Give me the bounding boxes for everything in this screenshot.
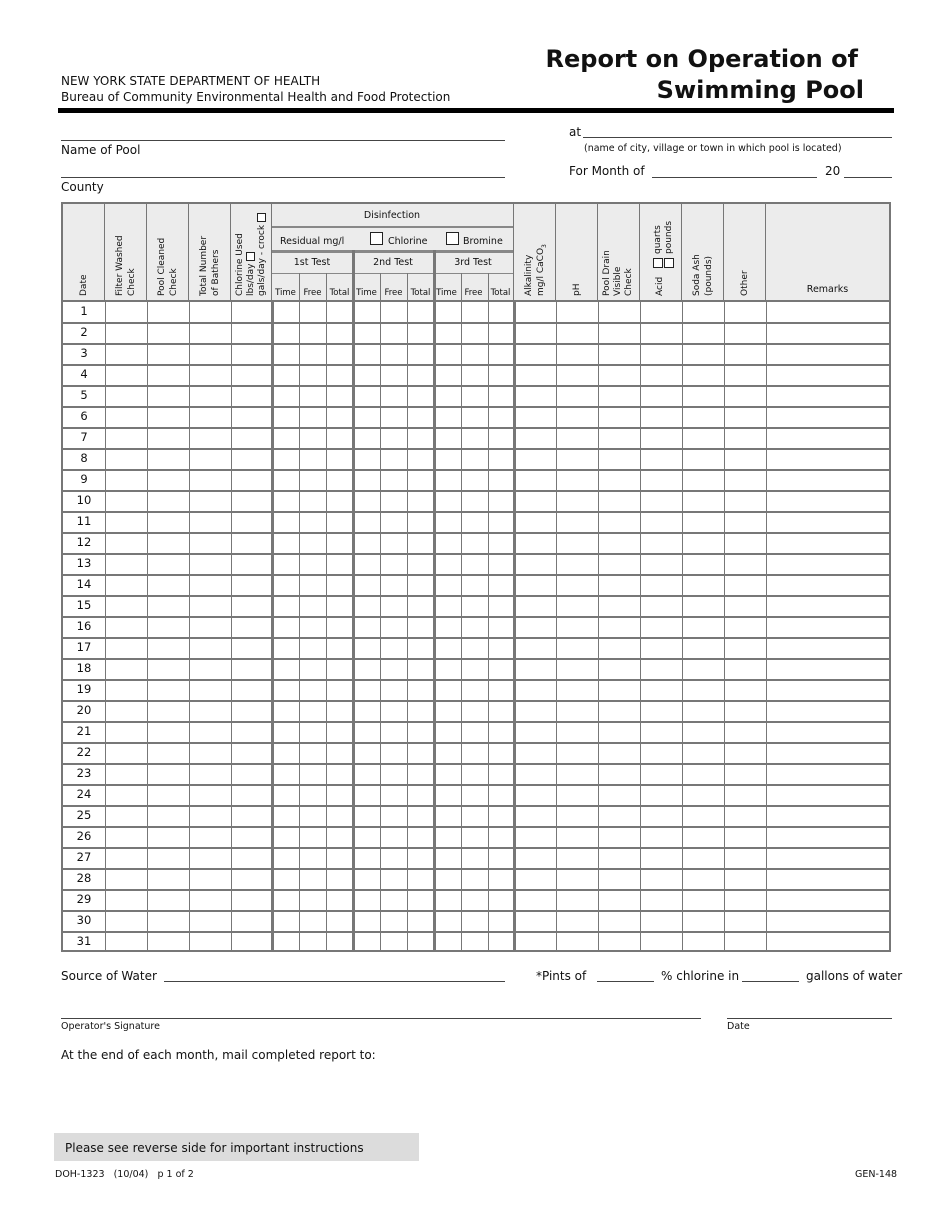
row-divider bbox=[63, 700, 889, 702]
day-number: 13 bbox=[76, 556, 92, 570]
header-soda-ash bbox=[682, 204, 724, 300]
row-divider bbox=[63, 868, 889, 870]
header-bathers bbox=[189, 204, 231, 300]
row-divider bbox=[63, 427, 889, 429]
header-drain-l3: Check bbox=[624, 268, 634, 296]
header-chlorine-l2 bbox=[246, 252, 256, 296]
location-hint: (name of city, village or town in which pool is located) bbox=[584, 143, 842, 154]
header-alkalinity-l2 bbox=[536, 244, 550, 296]
chlorine-label: Chlorine bbox=[388, 236, 428, 247]
date-field[interactable] bbox=[727, 1018, 892, 1019]
column-divider bbox=[189, 301, 190, 950]
day-number: 29 bbox=[76, 892, 92, 906]
row-divider bbox=[63, 364, 889, 366]
gen-id: GEN-148 bbox=[855, 1169, 898, 1180]
acid-quarts-checkbox[interactable] bbox=[653, 258, 663, 268]
row-divider bbox=[63, 532, 889, 534]
column-divider bbox=[231, 301, 232, 950]
day-number: 31 bbox=[76, 934, 92, 948]
row-divider bbox=[63, 553, 889, 555]
header-bathers-l1: Total Number bbox=[199, 235, 209, 296]
row-divider bbox=[63, 469, 889, 471]
day-number: 5 bbox=[80, 388, 88, 402]
t3-total: Total bbox=[490, 288, 511, 298]
header-drain-l2: Visible bbox=[613, 266, 623, 296]
row-divider bbox=[63, 931, 889, 933]
bromine-checkbox[interactable] bbox=[446, 232, 459, 245]
pints-label: *Pints of bbox=[536, 969, 587, 983]
column-divider bbox=[682, 301, 683, 950]
header-chlorine-l1: Chlorine Used bbox=[235, 233, 245, 296]
t2-time: Time bbox=[356, 288, 377, 298]
row-divider bbox=[63, 742, 889, 744]
header-drain bbox=[598, 204, 640, 300]
header-soda-l1: Soda Ash bbox=[692, 254, 702, 296]
row-divider bbox=[63, 322, 889, 324]
row-divider bbox=[63, 847, 889, 849]
pct-chlorine-label: % chlorine in bbox=[661, 969, 740, 983]
row-divider bbox=[63, 826, 889, 828]
column-divider bbox=[640, 301, 641, 950]
lbs-day-checkbox[interactable] bbox=[246, 252, 255, 261]
column-divider bbox=[352, 301, 355, 950]
header-drain-l1: Pool Drain bbox=[602, 250, 612, 296]
day-number: 7 bbox=[80, 430, 88, 444]
column-divider bbox=[299, 301, 300, 950]
row-divider bbox=[63, 721, 889, 723]
header-subcolumn-divider bbox=[352, 250, 355, 300]
source-water-label: Source of Water bbox=[61, 969, 157, 983]
header-pool-cleaned bbox=[147, 204, 189, 300]
location-field[interactable] bbox=[583, 137, 892, 138]
agency-header bbox=[61, 73, 450, 105]
header-subcolumn-divider bbox=[407, 273, 408, 300]
residual-divider bbox=[272, 250, 513, 253]
header-subcolumn-divider bbox=[461, 273, 462, 300]
row-divider bbox=[63, 679, 889, 681]
header-subcolumn-divider bbox=[380, 273, 381, 300]
row-divider bbox=[63, 595, 889, 597]
day-number: 23 bbox=[76, 766, 92, 780]
bromine-label: Bromine bbox=[463, 236, 503, 247]
column-divider bbox=[380, 301, 381, 950]
notice-text: Please see reverse side for important instructions bbox=[65, 1141, 364, 1155]
disinfection-label: Disinfection bbox=[363, 210, 421, 221]
month-label: For Month of bbox=[569, 164, 645, 178]
column-divider bbox=[433, 301, 436, 950]
day-number: 4 bbox=[80, 367, 88, 381]
alkalinity-unit: mg/l CaCO bbox=[536, 247, 546, 296]
t1-free: Free bbox=[303, 288, 322, 298]
header-remarks bbox=[766, 204, 889, 300]
header-disinfection bbox=[272, 204, 514, 300]
gals-day-checkbox[interactable] bbox=[257, 213, 266, 222]
column-divider bbox=[461, 301, 462, 950]
test-divider bbox=[272, 273, 513, 274]
row-divider bbox=[63, 763, 889, 765]
acid-pounds-checkbox[interactable] bbox=[664, 258, 674, 268]
test2-label: 2nd Test bbox=[373, 257, 413, 268]
title-line-2: Swimming Pool bbox=[656, 76, 864, 104]
row-divider bbox=[63, 574, 889, 576]
column-divider bbox=[326, 301, 327, 950]
day-number: 25 bbox=[76, 808, 92, 822]
row-divider bbox=[63, 784, 889, 786]
day-number: 8 bbox=[80, 451, 88, 465]
day-number: 17 bbox=[76, 640, 92, 654]
day-number: 11 bbox=[76, 514, 92, 528]
day-number: 10 bbox=[76, 493, 92, 507]
day-number: 1 bbox=[80, 304, 88, 318]
row-divider bbox=[63, 805, 889, 807]
row-divider bbox=[63, 511, 889, 513]
header-subcolumn-divider bbox=[299, 273, 300, 300]
day-number: 16 bbox=[76, 619, 92, 633]
signature-field[interactable] bbox=[61, 1018, 701, 1019]
header-ph bbox=[556, 204, 598, 300]
report-table bbox=[61, 202, 891, 952]
disinfection-divider bbox=[272, 226, 513, 228]
row-divider bbox=[63, 616, 889, 618]
t3-free: Free bbox=[464, 288, 483, 298]
day-number: 28 bbox=[76, 871, 92, 885]
chlorine-l3-text: gals/day - crock bbox=[257, 224, 267, 296]
column-divider bbox=[766, 301, 767, 950]
year-field[interactable] bbox=[844, 177, 892, 178]
form-id: DOH-1323 (10/04) p 1 of 2 bbox=[55, 1169, 194, 1180]
instructions-notice bbox=[54, 1133, 419, 1161]
t1-time: Time bbox=[275, 288, 296, 298]
column-divider bbox=[598, 301, 599, 950]
pool-name-label: Name of Pool bbox=[61, 143, 141, 157]
header-alkalinity-l1: Alkalinity bbox=[524, 254, 534, 296]
year-prefix: 20 bbox=[825, 164, 841, 178]
day-number: 30 bbox=[76, 913, 92, 927]
county-line[interactable] bbox=[61, 177, 505, 178]
t2-free: Free bbox=[384, 288, 403, 298]
pints-field[interactable] bbox=[597, 981, 654, 982]
row-divider bbox=[63, 910, 889, 912]
header-soda-l2: (pounds) bbox=[704, 255, 714, 296]
day-number: 9 bbox=[80, 472, 88, 486]
month-field[interactable] bbox=[652, 177, 817, 178]
header-chlorine-used bbox=[231, 204, 272, 300]
t3-time: Time bbox=[436, 288, 457, 298]
row-divider bbox=[63, 448, 889, 450]
header-bathers-l2: of Bathers bbox=[211, 249, 221, 296]
day-number: 19 bbox=[76, 682, 92, 696]
header-rule bbox=[58, 108, 894, 113]
column-divider bbox=[105, 301, 106, 950]
column-divider bbox=[147, 301, 148, 950]
acid-quarts-label: quarts bbox=[653, 225, 663, 254]
day-number: 12 bbox=[76, 535, 92, 549]
county-label: County bbox=[61, 180, 104, 194]
acid-pounds-label: pounds bbox=[664, 220, 674, 254]
header-subcolumn-divider bbox=[326, 273, 327, 300]
day-number: 27 bbox=[76, 850, 92, 864]
day-number: 18 bbox=[76, 661, 92, 675]
day-number: 26 bbox=[76, 829, 92, 843]
header-acid bbox=[640, 204, 682, 300]
header-other-label: Other bbox=[740, 270, 750, 296]
column-divider bbox=[724, 301, 725, 950]
header-filter-l1: Filter Washed bbox=[115, 235, 125, 296]
day-number: 22 bbox=[76, 745, 92, 759]
day-number: 20 bbox=[76, 703, 92, 717]
test1-label: 1st Test bbox=[293, 257, 331, 268]
t2-total: Total bbox=[410, 288, 431, 298]
row-divider bbox=[63, 637, 889, 639]
header-acid-label: Acid bbox=[655, 276, 665, 296]
source-water-field[interactable] bbox=[164, 981, 505, 982]
day-number: 24 bbox=[76, 787, 92, 801]
row-divider bbox=[63, 658, 889, 660]
column-divider bbox=[271, 301, 274, 950]
header-pool-l2: Check bbox=[169, 268, 179, 296]
day-number: 21 bbox=[76, 724, 92, 738]
signature-label: Operator's Signature bbox=[61, 1021, 160, 1032]
header-ph-label: pH bbox=[572, 283, 582, 296]
t1-total: Total bbox=[329, 288, 350, 298]
column-divider bbox=[556, 301, 557, 950]
alkalinity-subscript: 3 bbox=[540, 244, 548, 248]
day-number: 15 bbox=[76, 598, 92, 612]
test3-label: 3rd Test bbox=[454, 257, 492, 268]
header-filter bbox=[105, 204, 147, 300]
column-divider bbox=[513, 301, 516, 950]
header-other bbox=[724, 204, 766, 300]
row-divider bbox=[63, 490, 889, 492]
at-label: at bbox=[569, 125, 582, 139]
header-chlorine-l3 bbox=[257, 213, 267, 296]
row-divider bbox=[63, 406, 889, 408]
header-date bbox=[63, 204, 105, 300]
title-line-1: Report on Operation of bbox=[545, 45, 858, 73]
pool-name-line[interactable] bbox=[61, 140, 505, 141]
day-number: 6 bbox=[80, 409, 88, 423]
row-divider bbox=[63, 385, 889, 387]
gallons-field[interactable] bbox=[742, 981, 799, 982]
form-title bbox=[546, 44, 864, 106]
bureau-name: Bureau of Community Environmental Health and Food Protection bbox=[61, 90, 451, 104]
header-date-label: Date bbox=[79, 274, 89, 296]
day-number: 2 bbox=[80, 325, 88, 339]
gallons-label: gallons of water bbox=[806, 969, 903, 983]
header-pool-l1: Pool Cleaned bbox=[157, 237, 167, 296]
column-divider bbox=[488, 301, 489, 950]
row-divider bbox=[63, 343, 889, 345]
header-subcolumn-divider bbox=[488, 273, 489, 300]
header-alkalinity bbox=[514, 204, 556, 300]
row-divider bbox=[63, 889, 889, 891]
header-subcolumn-divider bbox=[433, 250, 436, 300]
header-filter-l2: Check bbox=[127, 268, 137, 296]
mail-instruction: At the end of each month, mail completed report to: bbox=[61, 1048, 376, 1062]
agency-name: NEW YORK STATE DEPARTMENT OF HEALTH bbox=[61, 74, 321, 88]
day-number: 14 bbox=[76, 577, 92, 591]
column-divider bbox=[407, 301, 408, 950]
residual-label: Residual mg/l bbox=[280, 236, 345, 247]
day-number: 3 bbox=[80, 346, 88, 360]
header-remarks-label: Remarks bbox=[806, 284, 849, 295]
chlorine-checkbox[interactable] bbox=[370, 232, 383, 245]
chlorine-l2-text: lbs/day bbox=[246, 263, 256, 296]
date-label: Date bbox=[727, 1021, 750, 1032]
